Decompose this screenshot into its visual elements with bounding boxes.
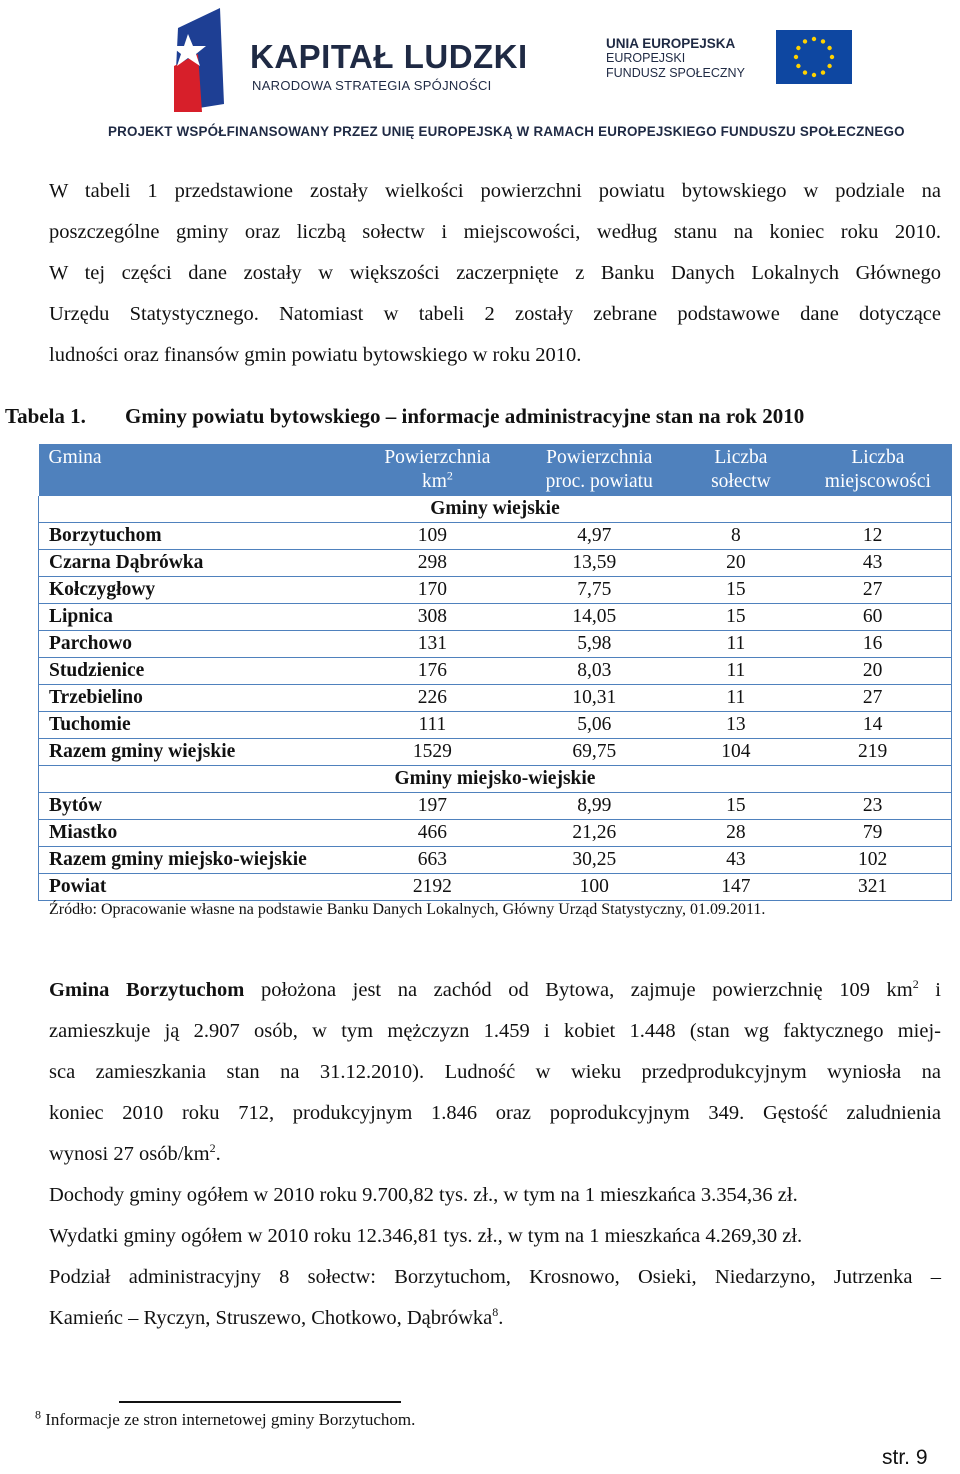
cell-km2: 2192	[354, 874, 511, 901]
cell-solectw: 11	[678, 685, 795, 712]
section-rural: Gminy wiejskie	[39, 496, 952, 523]
table-header-row	[39, 444, 952, 496]
cell-name: Czarna Dąbrówka	[39, 550, 354, 577]
eu-star-icon	[803, 39, 807, 43]
table-caption-text: Gminy powiatu bytowskiego – informacje administracyjne stan na rok 2010	[125, 404, 805, 428]
eu-star-icon	[796, 46, 800, 50]
eu-star-icon	[803, 70, 807, 74]
para-line	[49, 1134, 941, 1175]
cell-proc: 14,05	[511, 604, 678, 631]
table-total-row	[39, 847, 952, 874]
intro-line: ludności oraz finansów gmin powiatu bytowskiego w roku 2010.	[49, 344, 582, 366]
cell-solectw: 20	[678, 550, 795, 577]
para-text: i	[918, 979, 942, 1001]
superscript: 2	[209, 1141, 216, 1156]
table-row	[39, 550, 952, 577]
cell-solectw: 28	[678, 820, 795, 847]
para-text: .	[215, 1143, 221, 1165]
cell-miejsc: 23	[794, 793, 951, 820]
cell-miejsc: 14	[794, 712, 951, 739]
footnote-number: 8	[35, 1407, 41, 1422]
table-caption	[5, 404, 804, 429]
cell-name: Parchowo	[39, 631, 354, 658]
table-row	[39, 820, 952, 847]
eu-label-line1: UNIA EUROPEJSKA	[606, 36, 736, 51]
footnote-ref[interactable]: 8	[492, 1305, 499, 1320]
cell-solectw: 11	[678, 631, 795, 658]
para-line	[49, 970, 941, 1011]
cell-km2: 1529	[354, 739, 511, 766]
section-urban: Gminy miejsko-wiejskie	[39, 766, 952, 793]
cell-km2: 308	[354, 604, 511, 631]
cell-miejsc: 43	[794, 550, 951, 577]
cell-km2: 197	[354, 793, 511, 820]
cell-name: Studzienice	[39, 658, 354, 685]
table-row	[39, 523, 952, 550]
table-row	[39, 631, 952, 658]
cell-name: Razem gminy wiejskie	[39, 739, 354, 766]
cell-solectw: 147	[678, 874, 795, 901]
intro-line: poszczególne gminy oraz liczbą sołectw i miejscowości, według stanu na koniec roku 2010.	[49, 221, 941, 243]
eu-flag-icon	[776, 30, 852, 84]
cell-solectw: 13	[678, 712, 795, 739]
header-liczba-solectw	[678, 444, 795, 496]
eu-star-icon	[821, 70, 825, 74]
table-caption-number: Tabela 1.	[5, 404, 86, 428]
section-row	[39, 496, 952, 523]
footnote	[35, 1407, 416, 1430]
table-row	[39, 712, 952, 739]
cell-name: Miastko	[39, 820, 354, 847]
eu-star-icon	[796, 64, 800, 68]
header-text: proc. powiatu	[545, 471, 653, 492]
cell-solectw: 11	[678, 658, 795, 685]
project-cofinancing-line: PROJEKT WSPÓŁFINANSOWANY PRZEZ UNIĘ EUROPEJSKĄ W RAMACH EUROPEJSKIEGO FUNDUSZU SPOŁECZNEGO	[108, 124, 905, 139]
cell-solectw: 15	[678, 793, 795, 820]
cell-name: Trzebielino	[39, 685, 354, 712]
cell-km2: 226	[354, 685, 511, 712]
para-line: zamieszkuje ją 2.907 osób, w tym mężczyzn 1.459 i kobiet 1.448 (stan wg faktycznego miej-	[49, 1020, 941, 1042]
eu-label	[606, 36, 745, 81]
cell-miejsc: 79	[794, 820, 951, 847]
para-line: Wydatki gminy ogółem w 2010 roku 12.346,81 tys. zł., w tym na 1 mieszkańca 4.269,30 zł.	[49, 1225, 803, 1247]
cell-proc: 69,75	[511, 739, 678, 766]
header-sup: 2	[446, 468, 453, 483]
cell-miejsc: 219	[794, 739, 951, 766]
cell-name: Powiat	[39, 874, 354, 901]
para-text: Kamieńc – Ryczyn, Struszewo, Chotkowo, Dąbrówka	[49, 1307, 493, 1329]
cell-name: Bytów	[39, 793, 354, 820]
para-line: Podział administracyjny 8 sołectw: Borzytuchom, Krosnowo, Osieki, Niedarzyno, Jutrzenka –	[49, 1266, 941, 1288]
para-text: .	[498, 1307, 504, 1329]
header-text: Liczba	[851, 447, 905, 468]
cell-proc: 13,59	[511, 550, 678, 577]
gmina-name-bold: Gmina Borzytuchom	[49, 979, 245, 1001]
cell-km2: 466	[354, 820, 511, 847]
cell-proc: 30,25	[511, 847, 678, 874]
kapital-ludzki-subtitle: NARODOWA STRATEGIA SPÓJNOŚCI	[252, 78, 492, 93]
header-text: sołectw	[711, 471, 771, 492]
section-row	[39, 766, 952, 793]
cell-proc: 8,99	[511, 793, 678, 820]
eu-star-icon	[812, 73, 816, 77]
table-source: Źródło: Opracowanie własne na podstawie Banku Danych Lokalnych, Główny Urząd Statystyczny, 01.09.2011.	[49, 901, 766, 918]
cell-name: Razem gminy miejsko-wiejskie	[39, 847, 354, 874]
cell-miejsc: 20	[794, 658, 951, 685]
cell-km2: 109	[354, 523, 511, 550]
header-text: Powierzchnia	[546, 447, 653, 468]
cell-name: Lipnica	[39, 604, 354, 631]
cell-proc: 8,03	[511, 658, 678, 685]
table-row	[39, 577, 952, 604]
cell-miejsc: 102	[794, 847, 951, 874]
cell-miejsc: 321	[794, 874, 951, 901]
header-text: km	[421, 471, 447, 492]
header-gmina: Gmina	[39, 444, 354, 496]
cell-name: Kołczygłowy	[39, 577, 354, 604]
eu-star-icon	[821, 39, 825, 43]
intro-line: Urzędu Statystycznego. Natomiast w tabeli 2 zostały zebrane podstawowe dane dotyczące	[49, 303, 941, 325]
eu-label-line2: EUROPEJSKI	[606, 51, 686, 65]
cell-km2: 131	[354, 631, 511, 658]
cell-proc: 10,31	[511, 685, 678, 712]
header-text: Liczba	[714, 447, 768, 468]
cell-miejsc: 12	[794, 523, 951, 550]
borzytuchom-paragraph	[49, 970, 941, 1339]
para-text: wynosi 27 osób/km	[49, 1143, 210, 1165]
intro-paragraph	[49, 171, 941, 376]
table-row	[39, 793, 952, 820]
eu-label-line3: FUNDUSZ SPOŁECZNY	[606, 66, 745, 80]
cell-km2: 663	[354, 847, 511, 874]
cell-solectw: 15	[678, 604, 795, 631]
cell-solectw: 8	[678, 523, 795, 550]
table-row	[39, 604, 952, 631]
cell-km2: 298	[354, 550, 511, 577]
cell-miejsc: 27	[794, 685, 951, 712]
header-text: Powierzchnia	[384, 447, 491, 468]
cell-name: Borzytuchom	[39, 523, 354, 550]
kapital-ludzki-title: KAPITAŁ LUDZKI	[250, 38, 528, 75]
cell-proc: 5,06	[511, 712, 678, 739]
header-text: miejscowości	[824, 471, 931, 492]
cell-km2: 170	[354, 577, 511, 604]
intro-line: W tabeli 1 przedstawione zostały wielkości powierzchni powiatu bytowskiego w podziale na	[49, 180, 941, 202]
cell-proc: 7,75	[511, 577, 678, 604]
eu-star-icon	[794, 55, 798, 59]
cell-solectw: 43	[678, 847, 795, 874]
para-line	[49, 1298, 941, 1339]
kapital-ludzki-logo-icon	[168, 8, 230, 112]
para-text: położona jest na zachód od Bytowa, zajmuje powierzchnię 109 km	[244, 979, 913, 1001]
header-powierzchnia-km2	[354, 444, 511, 496]
table-row	[39, 658, 952, 685]
para-line: sca zamieszkania stan na 31.12.2010). Ludność w wieku przedprodukcyjnym wyniosła na	[49, 1061, 941, 1083]
cell-solectw: 15	[678, 577, 795, 604]
table-row	[39, 685, 952, 712]
cell-miejsc: 16	[794, 631, 951, 658]
table-total-row	[39, 739, 952, 766]
eu-star-icon	[812, 37, 816, 41]
cell-name: Tuchomie	[39, 712, 354, 739]
eu-star-icon	[827, 46, 831, 50]
cell-proc: 100	[511, 874, 678, 901]
header-powierzchnia-proc	[511, 444, 678, 496]
cell-proc: 5,98	[511, 631, 678, 658]
intro-line: W tej części dane zostały w większości zaczerpnięte z Banku Danych Lokalnych Głównego	[49, 262, 941, 284]
eu-star-icon	[827, 64, 831, 68]
cell-miejsc: 60	[794, 604, 951, 631]
cell-solectw: 104	[678, 739, 795, 766]
gminy-table	[38, 444, 952, 901]
superscript: 2	[912, 977, 919, 992]
header-liczba-miejscowosci	[794, 444, 951, 496]
page-number: str. 9	[882, 1446, 928, 1469]
cell-proc: 4,97	[511, 523, 678, 550]
eu-star-icon	[830, 55, 834, 59]
page-header	[0, 0, 960, 150]
cell-km2: 176	[354, 658, 511, 685]
cell-proc: 21,26	[511, 820, 678, 847]
cell-miejsc: 27	[794, 577, 951, 604]
para-line: Dochody gminy ogółem w 2010 roku 9.700,82 tys. zł., w tym na 1 mieszkańca 3.354,36 zł.	[49, 1184, 798, 1206]
table-total-row	[39, 874, 952, 901]
footnote-rule	[119, 1401, 401, 1403]
para-line: koniec 2010 roku 712, produkcyjnym 1.846 oraz poprodukcyjnym 349. Gęstość zaludnienia	[49, 1102, 941, 1124]
footnote-text: Informacje ze stron internetowej gminy Borzytuchom.	[41, 1410, 416, 1429]
cell-km2: 111	[354, 712, 511, 739]
